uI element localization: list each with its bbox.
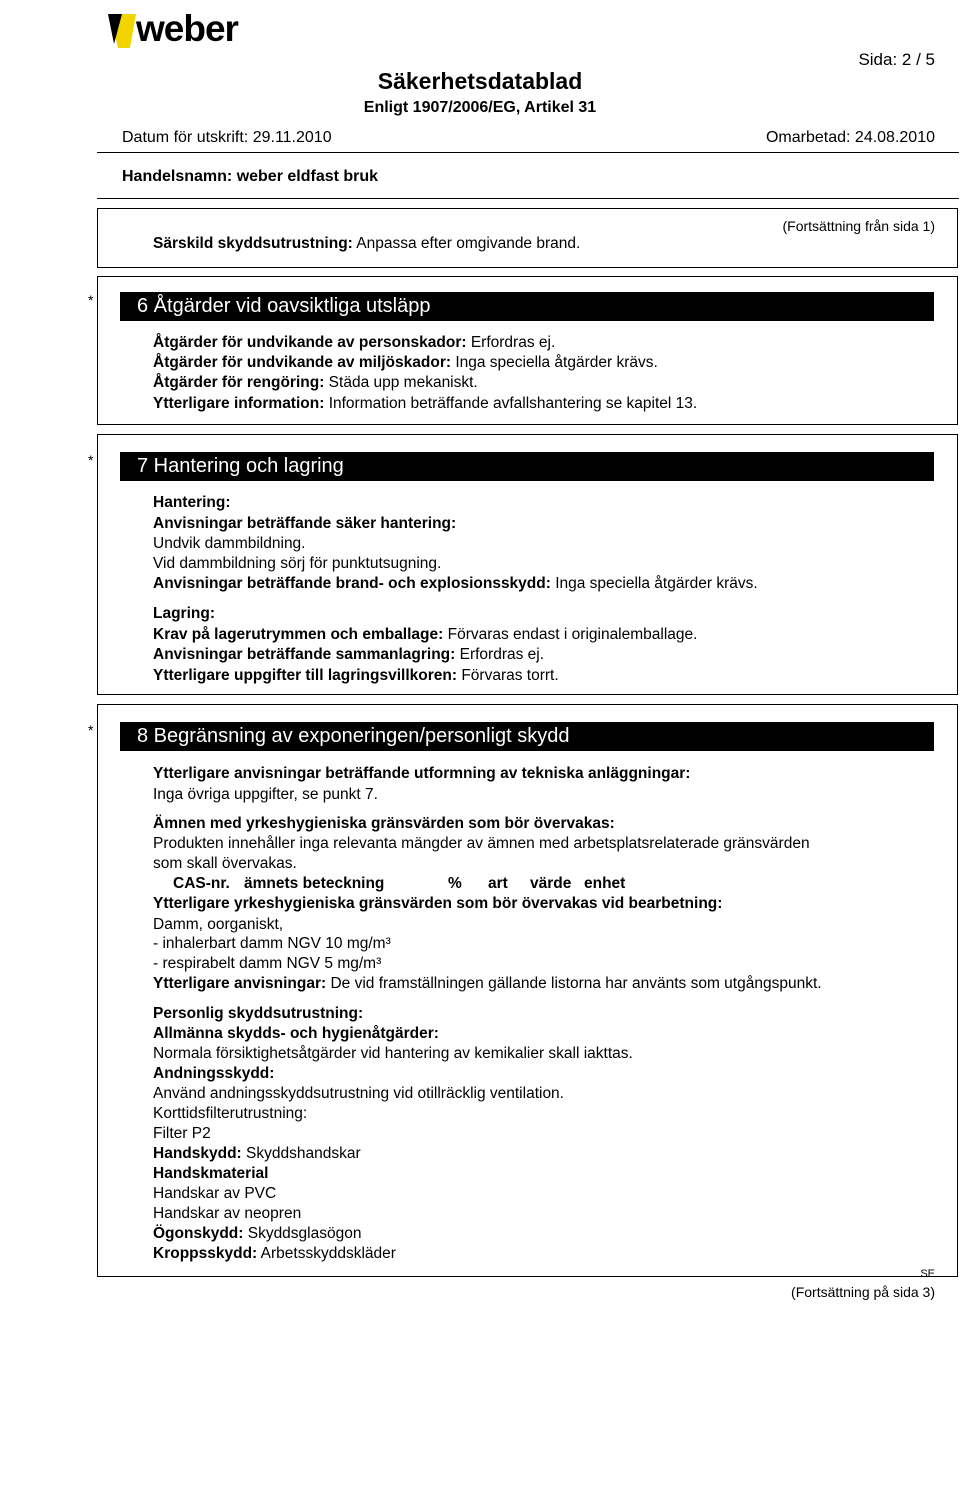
product-divider	[97, 198, 959, 199]
intro-line: Särskild skyddsutrustning: Anpassa efter omgivande brand.	[153, 235, 581, 252]
page-number: Sida: 2 / 5	[858, 50, 935, 69]
section-7-title: 7 Hantering och lagring	[120, 452, 934, 481]
section-7-line: Krav på lagerutrymmen och emballage: Förvaras endast i originalemballage.	[153, 626, 698, 643]
col-unit: enhet	[584, 875, 626, 892]
section-7-line: Anvisningar beträffande brand- och explosionsskydd: Inga speciella åtgärder krävs.	[153, 575, 758, 592]
header-divider	[97, 152, 959, 153]
continued-to: (Fortsättning på sida 3)	[791, 1284, 935, 1300]
section-8-line: Damm, oorganiskt,	[153, 916, 284, 933]
product-name: Handelsnamn: weber eldfast bruk	[122, 168, 379, 185]
section-8-line: - inhalerbart damm NGV 10 mg/m³	[153, 935, 391, 952]
section-8-line: Allmänna skydds- och hygienåtgärder:	[153, 1025, 439, 1042]
change-marker-6: *	[88, 292, 94, 308]
section-8-line: Handskydd: Skyddshandskar	[153, 1145, 361, 1162]
section-8-line: Ytterligare anvisningar beträffande utformning av tekniska anläggningar:	[153, 765, 691, 782]
section-8-line: Personlig skyddsutrustning:	[153, 1005, 364, 1022]
section-8-line: som skall övervakas.	[153, 855, 297, 872]
section-8-line: Normala försiktighetsåtgärder vid hantering av kemikalier skall iakttas.	[153, 1045, 633, 1062]
section-7-line: Undvik dammbildning.	[153, 535, 306, 552]
section-7-line: Hantering:	[153, 494, 231, 511]
change-marker-7: *	[88, 452, 94, 468]
brand-name: weber	[136, 8, 238, 49]
section-8-line: Ytterligare anvisningar: De vid framställningen gällande listorna har använts som utgångspunkt.	[153, 975, 822, 992]
section-8-line: Korttidsfilterutrustning:	[153, 1105, 308, 1122]
col-type: art	[488, 875, 508, 892]
document-subtitle: Enligt 1907/2006/EG, Artikel 31	[363, 99, 597, 116]
print-date: Datum för utskrift: 29.11.2010	[122, 129, 332, 146]
section-8-line: Ögonskydd: Skyddsglasögon	[153, 1225, 362, 1242]
section-8-line: - respirabelt damm NGV 5 mg/m³	[153, 955, 382, 972]
weber-mark-icon	[108, 14, 138, 48]
section-7-line: Lagring:	[153, 605, 215, 622]
col-value: värde	[530, 875, 572, 892]
col-cas: CAS-nr.	[173, 875, 230, 892]
col-substance: ämnets beteckning	[244, 875, 385, 892]
change-marker-8: *	[88, 722, 94, 738]
col-percent: %	[448, 875, 462, 892]
section-8-line: Ämnen med yrkeshygieniska gränsvärden som bör övervakas:	[153, 815, 615, 832]
section-8-line: Produkten innehåller inga relevanta mängder av ämnen med arbetsplatsrelaterade gränsvärden	[153, 835, 810, 852]
weber-logo	[108, 10, 258, 52]
document-title: Säkerhetsdatablad	[377, 68, 583, 94]
section-8-line: Ytterligare yrkeshygieniska gränsvärden som bör övervakas vid bearbetning:	[153, 895, 723, 912]
section-6-line: Åtgärder för undvikande av miljöskador: Inga speciella åtgärder krävs.	[153, 354, 658, 371]
revised-date: Omarbetad: 24.08.2010	[765, 129, 935, 146]
section-7-line: Vid dammbildning sörj för punktutsugning.	[153, 555, 442, 572]
language-code: SE	[920, 1268, 935, 1280]
section-6-line: Åtgärder för undvikande av personskador: Erfordras ej.	[153, 334, 556, 351]
section-6-title: 6 Åtgärder vid oavsiktliga utsläpp	[120, 292, 934, 321]
section-8-line: Handskmaterial	[153, 1165, 269, 1182]
section-8-line: Använd andningsskyddsutrustning vid otillräcklig ventilation.	[153, 1085, 564, 1102]
exposure-table-header	[173, 875, 693, 895]
section-8-line: Andningsskydd:	[153, 1065, 275, 1082]
section-8-line: Inga övriga uppgifter, se punkt 7.	[153, 786, 378, 803]
section-7-line: Anvisningar beträffande säker hantering:	[153, 515, 457, 532]
section-8-line: Filter P2	[153, 1125, 211, 1142]
section-8-line: Kroppsskydd: Arbetsskyddskläder	[153, 1245, 396, 1262]
section-8-title: 8 Begränsning av exponeringen/personligt skydd	[120, 722, 934, 751]
continued-from: (Fortsättning från sida 1)	[782, 218, 935, 234]
section-6-line: Åtgärder för rengöring: Städa upp mekaniskt.	[153, 374, 478, 391]
section-7-line: Ytterligare uppgifter till lagringsvillkoren: Förvaras torrt.	[153, 667, 559, 684]
section-7-line: Anvisningar beträffande sammanlagring: Erfordras ej.	[153, 646, 545, 663]
section-8-line: Handskar av PVC	[153, 1185, 277, 1202]
section-8-line: Handskar av neopren	[153, 1205, 302, 1222]
section-6-line: Ytterligare information: Information beträffande avfallshantering se kapitel 13.	[153, 395, 698, 412]
